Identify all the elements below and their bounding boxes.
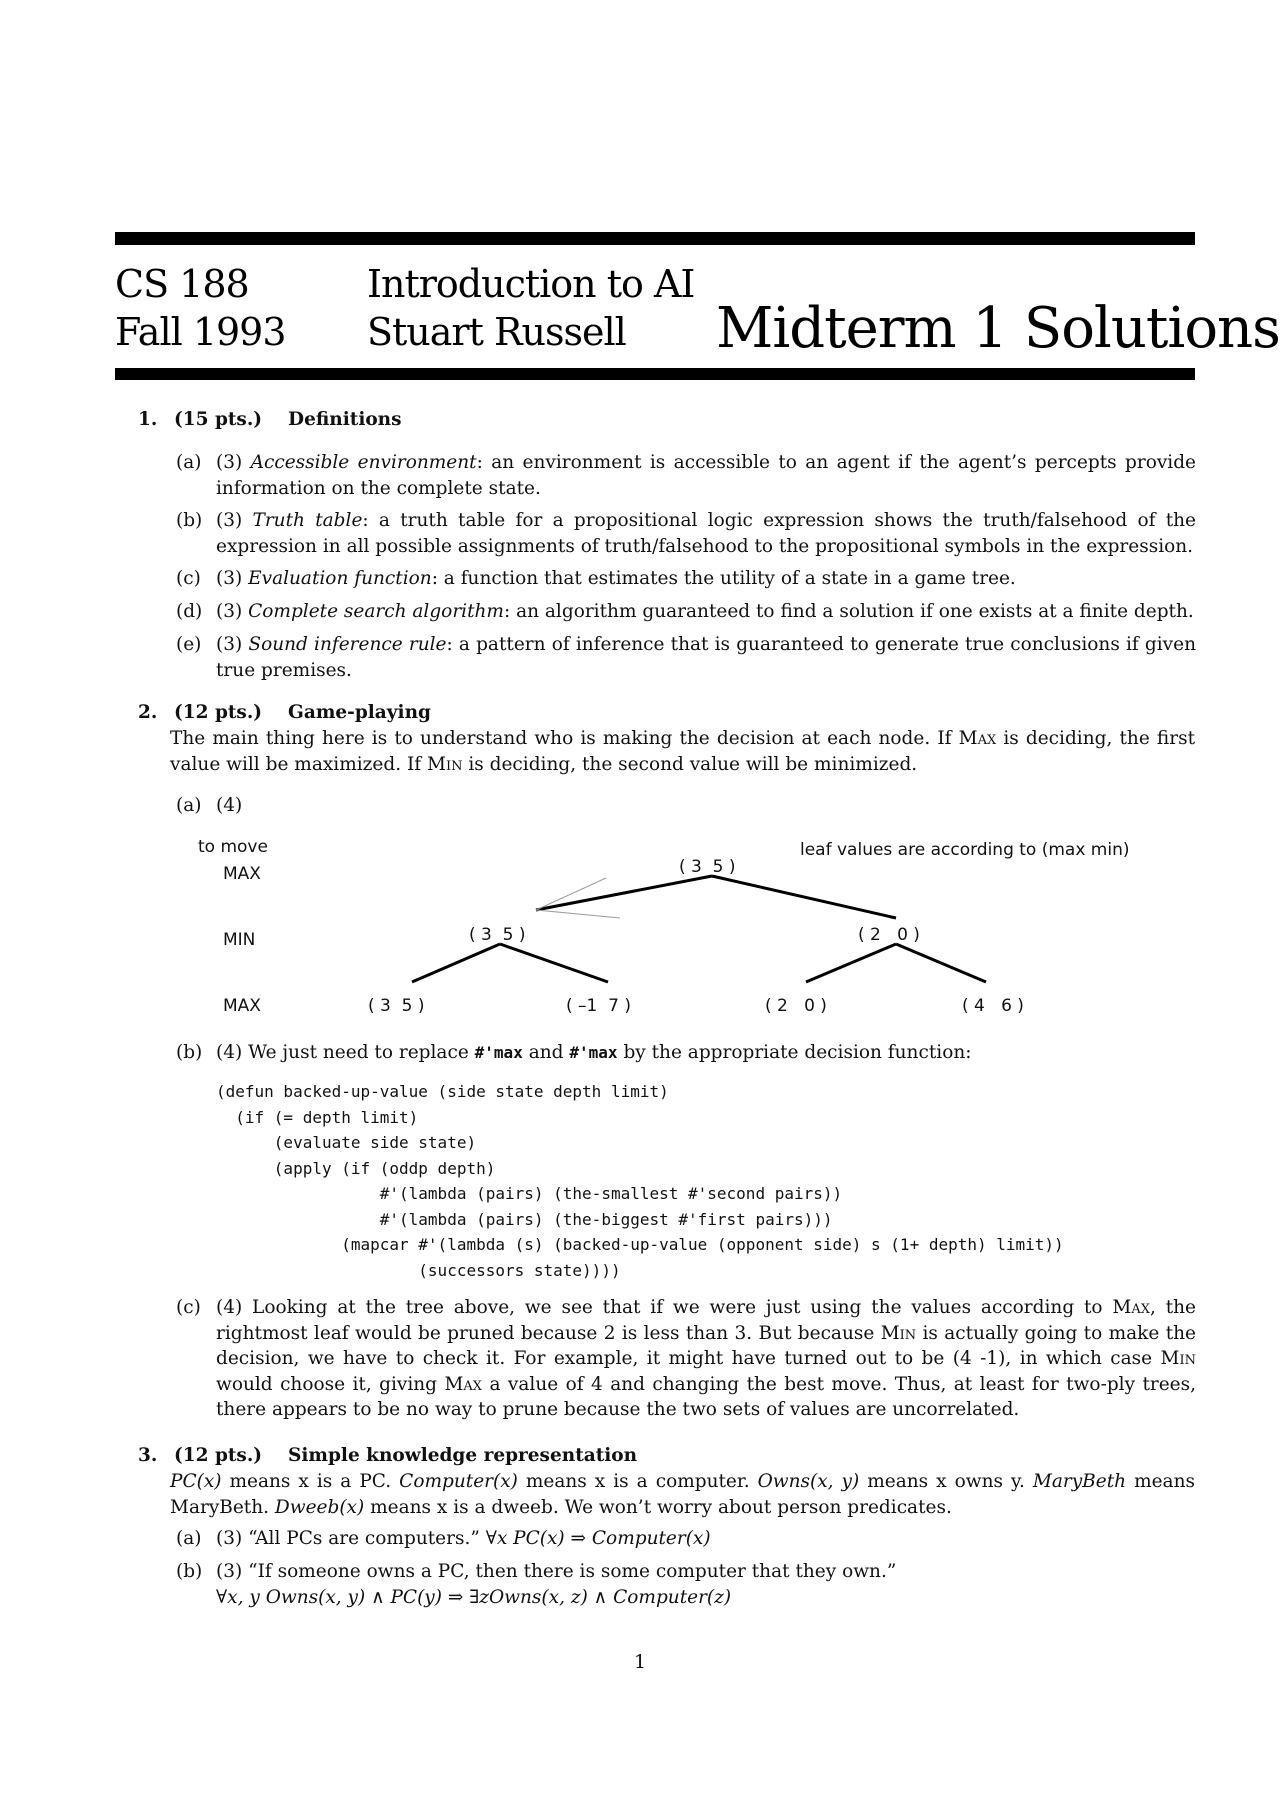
inline-code: #'max <box>474 1043 523 1062</box>
logic-formula: ∀x PC(x) ⇒ Computer(x) <box>485 1528 711 1549</box>
item-text: Looking at the tree above, we see that if we were just using the values according to <box>242 1297 1113 1318</box>
q2-points: (12 pts.) <box>174 702 263 723</box>
min-term: Min <box>1160 1348 1196 1369</box>
q2-title: Game-playing <box>288 702 431 723</box>
code-line: #'(lambda (pairs) (the-smallest #'second pairs)) <box>216 1184 843 1203</box>
item-label: (d) <box>176 601 203 622</box>
tree-to-move: to move <box>198 837 268 857</box>
q2-intro-text: The main thing here is to understand who is making the decision at each node. If <box>170 728 959 749</box>
code-line: #'(lambda (pairs) (the-biggest #'first pairs))) <box>216 1209 833 1229</box>
edge-root-right <box>712 876 896 918</box>
q1-points: (15 pts.) <box>174 409 263 430</box>
q3-points: (12 pts.) <box>174 1445 263 1466</box>
item-term: Complete search algorithm <box>248 601 504 622</box>
item-term: Evaluation function <box>248 568 432 589</box>
item-label: (a) <box>176 452 202 473</box>
predicate: Owns(x, y) <box>757 1471 860 1492</box>
max-term: Max <box>958 728 997 749</box>
tree-min-left-value: ( 3 5 ) <box>469 925 526 945</box>
constant: MaryBeth <box>1032 1471 1127 1492</box>
edge-left-child2 <box>500 944 608 982</box>
edge-left-child1 <box>412 944 500 982</box>
q2-intro-text: is deciding, the first value will be maximized. If <box>170 728 1196 775</box>
predicate: PC(x) <box>170 1471 222 1492</box>
item-label: (b) <box>176 1042 203 1063</box>
tree-level-min: MIN <box>223 930 256 950</box>
max-term: Max <box>1112 1297 1150 1318</box>
q1-number: 1. <box>138 409 158 430</box>
item-definition: : an algorithm guaranteed to find a solution if one exists at a finite depth. <box>503 601 1194 622</box>
edge-right-child1 <box>806 944 896 982</box>
q2-item-b <box>176 1040 1196 1066</box>
q3-intro <box>170 1469 1195 1520</box>
inline-code: #'max <box>569 1043 618 1062</box>
predicate: Dweeb(x) <box>274 1496 365 1518</box>
item-points: (3) <box>216 634 243 655</box>
item-quote: “If someone owns a PC, then there is some computer that they own.” <box>248 1561 897 1582</box>
max-term: Max <box>444 1373 483 1395</box>
item-points: (4) <box>216 1297 243 1318</box>
tree-root-value: ( 3 5 ) <box>679 857 736 877</box>
q3-intro-text: means x is a computer. <box>517 1471 758 1492</box>
item-term: Sound inference rule <box>248 634 447 655</box>
code-line: (evaluate side state) <box>216 1133 477 1152</box>
move-arrow-upper <box>536 878 606 910</box>
course-code: CS 188 <box>115 262 249 306</box>
item-text: is actually going to make the decision, we have to check it. For example, it might have turned out to be (4 -1), in which case <box>216 1322 1196 1369</box>
tree-legend: leaf values are according to (max min) <box>800 840 1130 860</box>
item-points: (3) <box>216 1528 243 1549</box>
q3-item-b <box>176 1559 1196 1610</box>
code-line: (mapcar #'(lambda (s) (backed-up-value (opponent side) s (1+ depth) limit)) <box>216 1235 1064 1254</box>
item-label: (a) <box>176 1528 202 1549</box>
min-term: Min <box>427 753 463 775</box>
tree-leaf-3: ( 2 0 ) <box>765 996 827 1016</box>
tree-leaf-1: ( 3 5 ) <box>368 996 425 1016</box>
item-text: would choose it, giving <box>216 1373 445 1395</box>
q3-heading <box>138 1443 1198 1469</box>
item-definition: : a truth table for a propositional logic expression shows the truth/falsehood of the expression in all possible assignments of truth/falsehood to the propositional symbols in the expression. <box>216 510 1197 557</box>
item-points: (3) <box>216 510 243 531</box>
code-line: (successors state)))) <box>216 1260 621 1280</box>
item-term: Truth table <box>252 510 363 531</box>
q3-intro-text: means x is a PC. <box>221 1471 400 1492</box>
move-arrow-lower <box>536 910 620 918</box>
item-quote: “All PCs are computers.” <box>248 1528 480 1549</box>
edge-right-child2 <box>896 944 986 982</box>
item-label: (c) <box>176 568 201 589</box>
course-title: Introduction to AI <box>367 262 695 306</box>
q2-intro-text: is deciding, the second value will be minimized. <box>462 753 918 775</box>
course-term: Fall 1993 <box>115 310 286 354</box>
item-text: and <box>522 1042 570 1063</box>
item-points: (4) <box>216 1042 243 1063</box>
tree-level-max-top: MAX <box>223 864 261 884</box>
tree-leaf-4: ( 4 6 ) <box>962 996 1024 1016</box>
code-line: (defun backed-up-value (side state depth limit) <box>216 1082 669 1101</box>
item-definition: : an environment is accessible to an agent if the agent’s percepts provide information on the complete state. <box>216 452 1196 499</box>
q3-number: 3. <box>138 1445 158 1466</box>
item-label: (c) <box>176 1297 201 1318</box>
item-text: by the appropriate decision function: <box>617 1042 972 1063</box>
tree-min-right-value: ( 2 0 ) <box>858 925 920 945</box>
page-number: 1 <box>633 1651 647 1673</box>
item-points: (4) <box>216 795 243 816</box>
code-line: (apply (if (oddp depth) <box>216 1158 496 1178</box>
item-text: , the rightmost leaf would be pruned because 2 is less than 3. But because <box>216 1297 1197 1344</box>
q2-item-c <box>176 1295 1196 1423</box>
item-text: We just need to replace <box>242 1042 475 1063</box>
q2-number: 2. <box>138 702 158 723</box>
code-line: (if (= depth limit) <box>216 1107 419 1127</box>
item-text: a value of 4 and changing the best move. Thus, at least for two-ply trees, there appears to be no way to prune because the two sets of values are uncorrelated. <box>216 1373 1196 1420</box>
item-points: (3) <box>216 452 243 473</box>
min-term: Min <box>880 1322 917 1344</box>
item-label: (a) <box>176 795 202 816</box>
q3-intro-text: means MaryBeth. <box>170 1471 1195 1518</box>
q3-item-a <box>176 1526 1196 1552</box>
item-label: (e) <box>176 634 202 655</box>
item-label: (b) <box>176 1561 203 1582</box>
lisp-code-block <box>216 1079 1064 1283</box>
course-instructor: Stuart Russell <box>367 310 626 354</box>
logic-formula: ∀x, y Owns(x, y) ∧ PC(y) ⇒ ∃zOwns(x, z) ∧ Computer(z) <box>216 1586 732 1608</box>
item-points: (3) <box>216 1561 243 1582</box>
predicate: Computer(x) <box>399 1471 518 1492</box>
tree-level-max-bottom: MAX <box>223 996 261 1016</box>
item-points: (3) <box>216 568 243 589</box>
q3-intro-text: means x owns y. <box>859 1471 1033 1492</box>
tree-leaf-2: ( –1 7 ) <box>566 996 632 1016</box>
q3-title: Simple knowledge representation <box>288 1445 638 1466</box>
item-points: (3) <box>216 601 243 622</box>
item-label: (b) <box>176 510 203 531</box>
item-definition: : a function that estimates the utility of a state in a game tree. <box>431 568 1016 589</box>
item-term: Accessible environment <box>250 452 477 473</box>
document-title: Midterm 1 Solutions <box>716 296 1280 361</box>
edge-root-left <box>536 876 712 910</box>
q1-title: Definitions <box>288 409 402 430</box>
q3-intro-text: means x is a dweeb. We won’t worry about person predicates. <box>364 1496 952 1518</box>
item-definition: : a pattern of inference that is guaranteed to generate true conclusions if given true premises. <box>216 634 1196 681</box>
